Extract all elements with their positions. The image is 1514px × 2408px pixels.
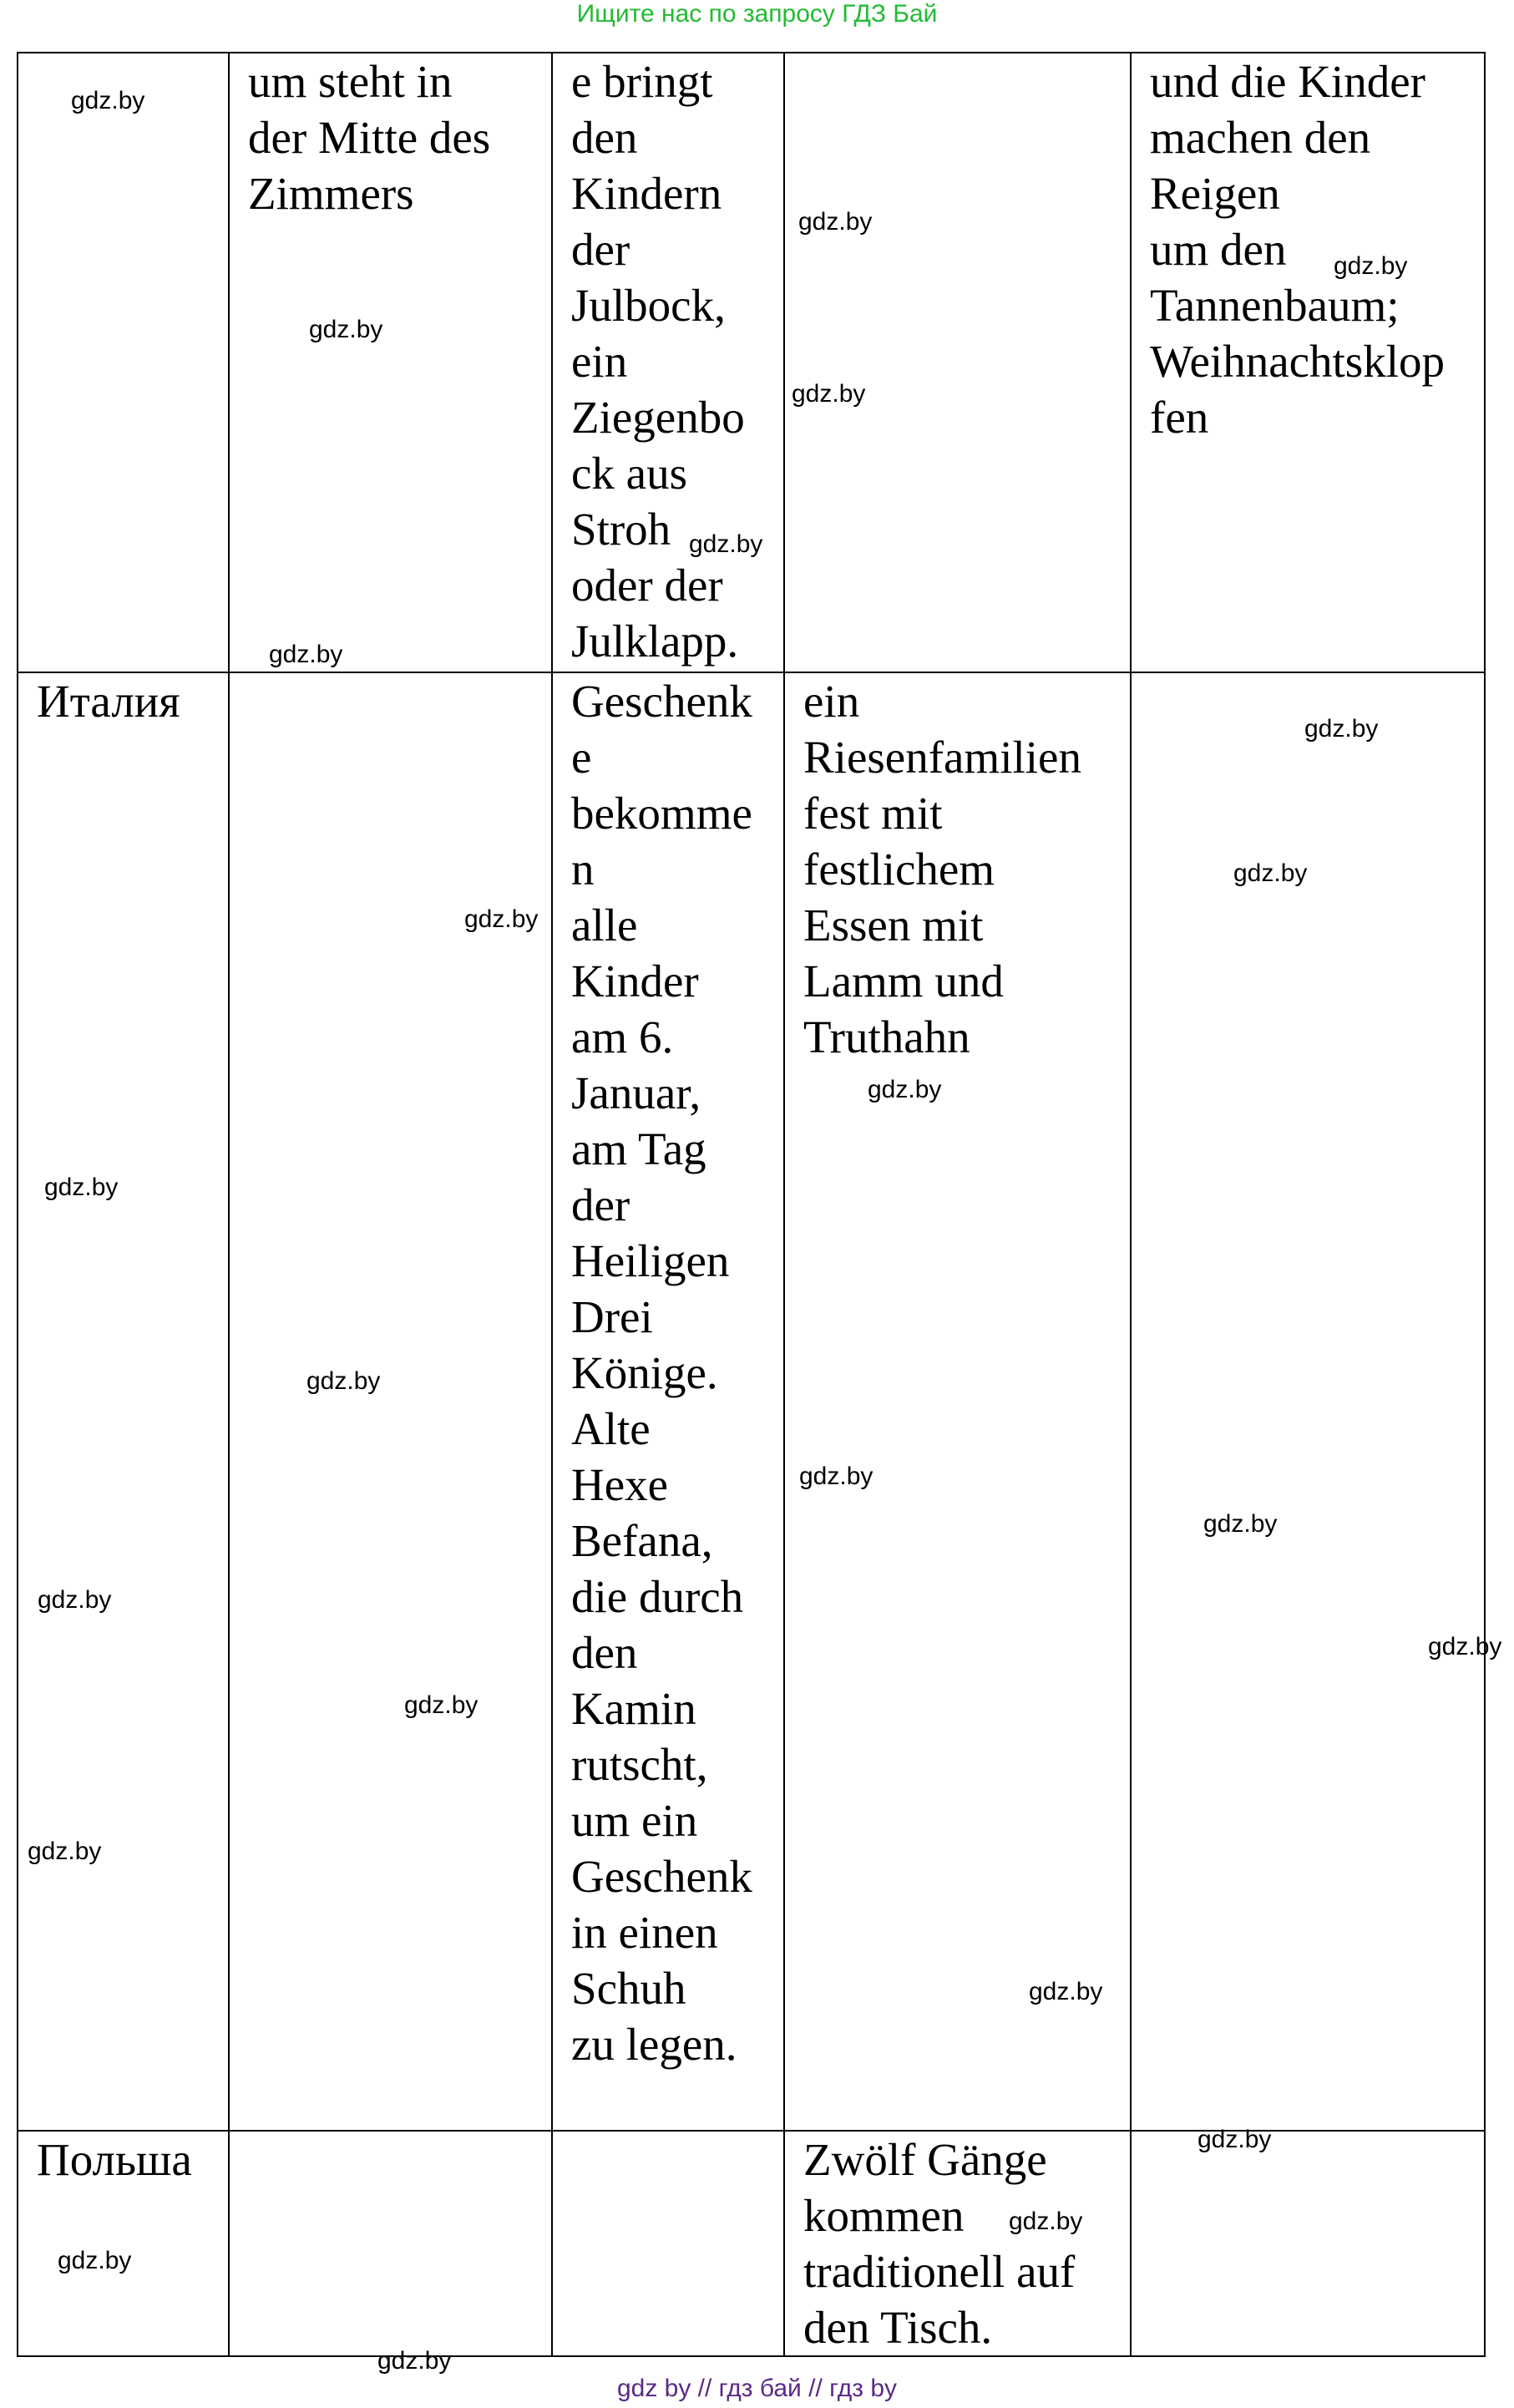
table-cell (229, 672, 552, 2131)
watermark: gdz.by (1233, 859, 1308, 887)
table-cell (1131, 2131, 1485, 2356)
table-cell: ein Riesenfamilien fest mit festlichem Essen mit Lamm und Truthahn (784, 672, 1131, 2131)
watermark: gdz.by (38, 1586, 112, 1614)
watermark: gdz.by (71, 87, 145, 114)
watermark: gdz.by (798, 208, 873, 236)
table-cell (1131, 672, 1485, 2131)
watermark: gdz.by (1009, 2208, 1083, 2235)
watermark: gdz.by (792, 380, 866, 408)
watermark: gdz.by (799, 1463, 873, 1490)
table-cell: Geschenk e bekomme n alle Kinder am 6. Januar, am Tag der Heiligen Drei Könige. Alte Hexe Befana, die durch den Kamin rutscht, um ein Geschenk in einen Schuh zu legen. (552, 672, 784, 2131)
watermark: gdz.by (1304, 715, 1379, 743)
top-banner: Ищите нас по запросу ГДЗ Бай (576, 0, 938, 28)
table-cell (784, 53, 1131, 672)
watermark: gdz.by (58, 2247, 132, 2274)
table-cell (552, 2131, 784, 2356)
watermark: gdz.by (689, 530, 763, 558)
watermark: gdz.by (868, 1076, 942, 1103)
table-cell-country: Польша (18, 2131, 229, 2356)
table-cell (229, 2131, 552, 2356)
footer-links: gdz by // гдз бай // гдз by (616, 2375, 898, 2402)
table-cell-country (18, 53, 229, 672)
watermark: gdz.by (44, 1174, 119, 1201)
watermark: gdz.by (28, 1838, 102, 1865)
watermark: gdz.by (1029, 1978, 1103, 2005)
watermark: gdz.by (464, 905, 539, 933)
table-cell: und die Kinder machen den Reigen um den Tannenbaum; Weihnachtsklop fen (1131, 53, 1485, 672)
watermark: gdz.by (1334, 252, 1408, 280)
table-cell-country: Италия (18, 672, 229, 2131)
watermark: gdz.by (377, 2347, 452, 2375)
table-row (18, 672, 1485, 2131)
watermark: gdz.by (1428, 1633, 1502, 1660)
table-row (18, 53, 1485, 672)
watermark: gdz.by (269, 641, 343, 668)
watermark: gdz.by (1198, 2126, 1272, 2153)
table-cell: e bringt den Kindern der Julbock, ein Ziegenbo ck aus Stroh oder der Julklapp. (552, 53, 784, 672)
table-row (18, 2131, 1485, 2356)
watermark: gdz.by (306, 1367, 381, 1395)
watermark: gdz.by (404, 1691, 479, 1719)
table-cell: Zwölf Gänge kommen traditionell auf den Tisch. (784, 2131, 1131, 2356)
content-table (17, 52, 1486, 2357)
watermark: gdz.by (309, 316, 383, 343)
table-cell: um steht in der Mitte des Zimmers (229, 53, 552, 672)
watermark: gdz.by (1203, 1510, 1278, 1538)
